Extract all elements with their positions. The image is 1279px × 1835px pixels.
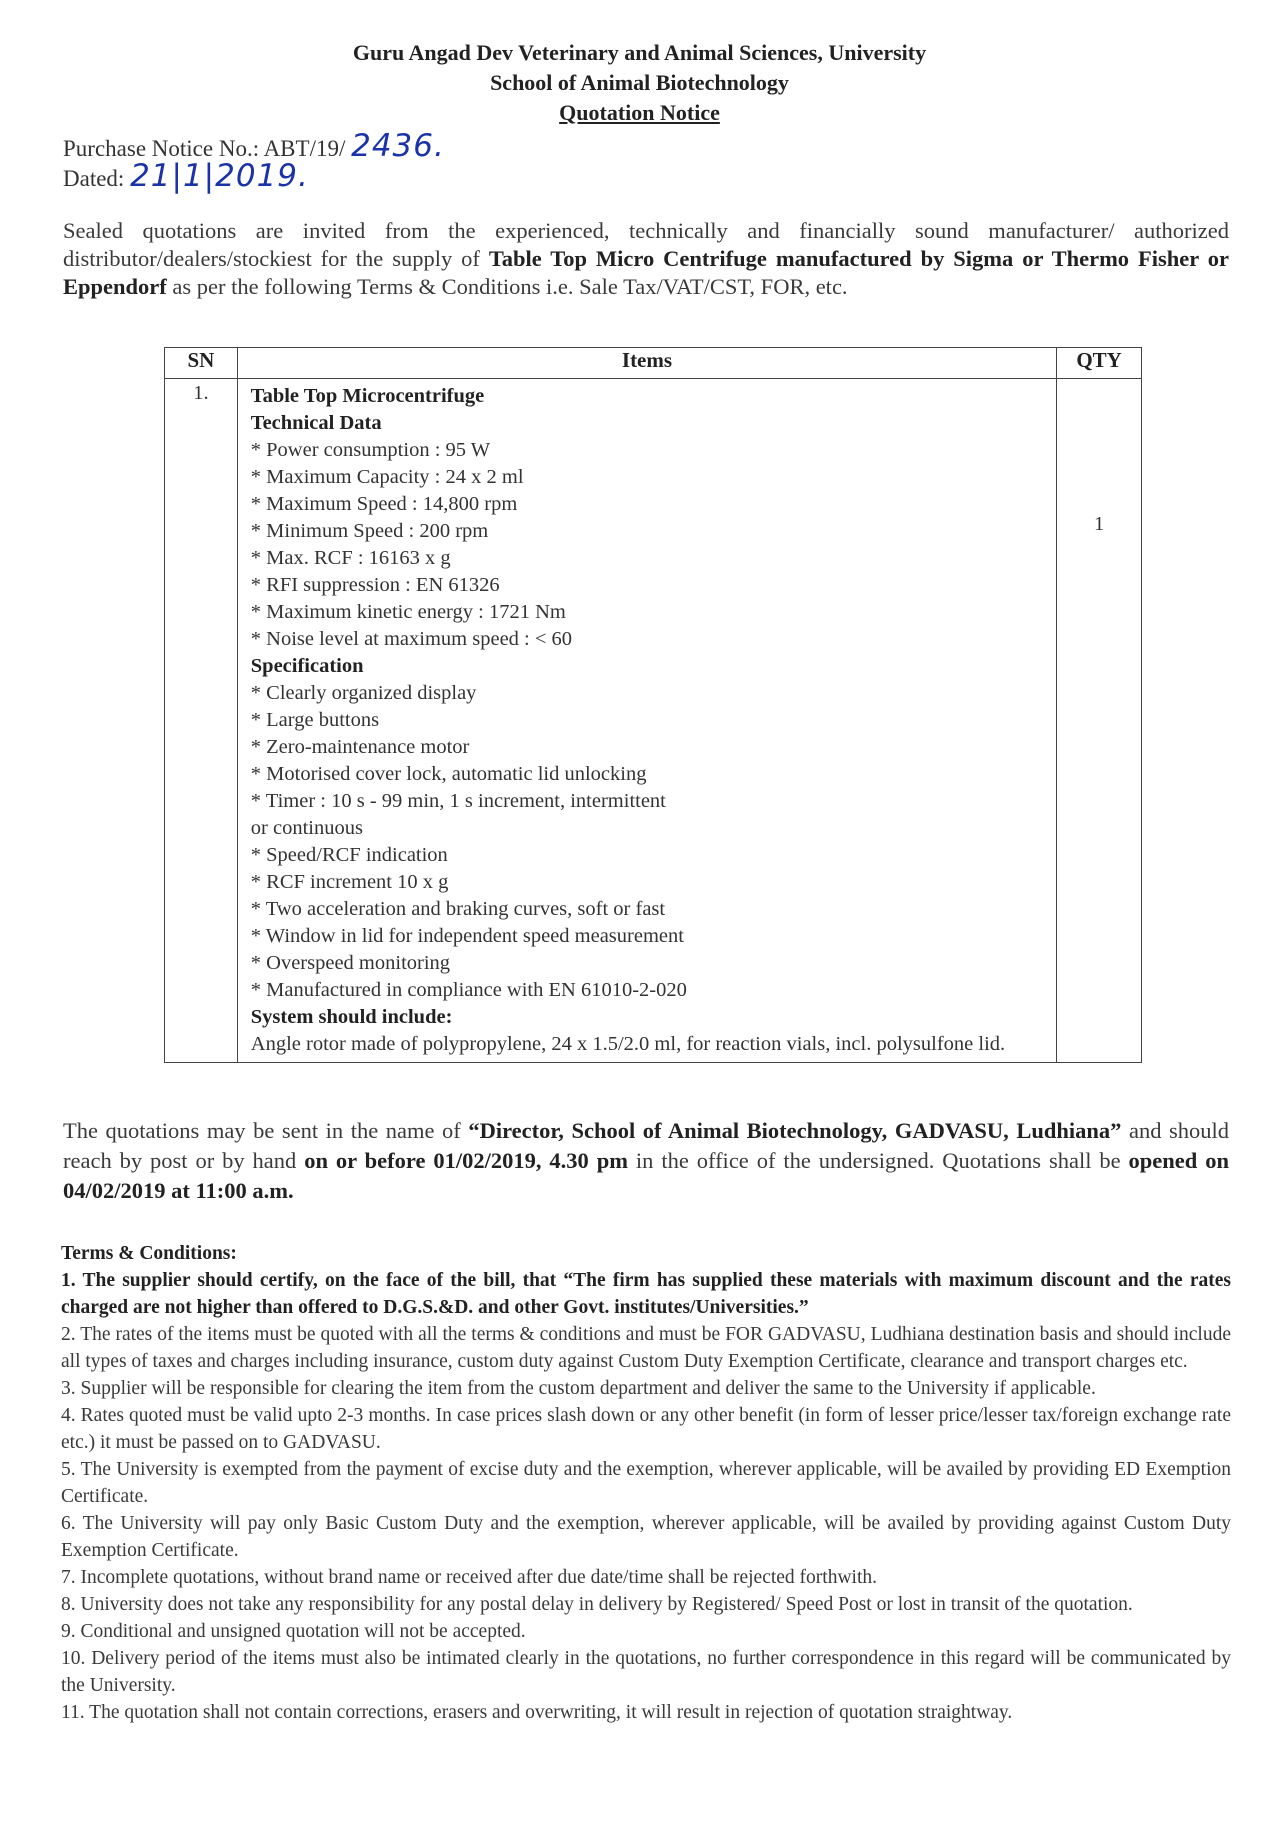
spec-line: * Two acceleration and braking curves, soft or fast bbox=[250, 898, 666, 920]
technical-line: * Power consumption : 95 W bbox=[250, 439, 491, 461]
spec-line: * Zero-maintenance motor bbox=[250, 736, 470, 758]
spec-line: * Clearly organized display bbox=[250, 682, 477, 704]
terms-item: 5. The University is exempted from the payment of excise duty and the exemption, wherever applicable, will be availed by providing ED Exemption Certificate. bbox=[61, 1459, 1231, 1507]
send-text-3: in the office of the undersigned. Quotations shall be bbox=[627, 1148, 1129, 1173]
submission-paragraph bbox=[63, 1116, 1229, 1206]
terms-and-conditions bbox=[61, 1240, 1231, 1726]
technical-line: * Noise level at maximum speed : < 60 bbox=[250, 628, 573, 650]
spec-line: * Speed/RCF indication bbox=[250, 844, 448, 866]
terms-item: 3. Supplier will be responsible for clearing the item from the custom department and deliver the same to the University if applicable. bbox=[61, 1378, 1096, 1399]
notice-no-label: Purchase Notice No.: ABT/19/ bbox=[63, 136, 346, 161]
technical-line: * Maximum kinetic energy : 1721 Nm bbox=[250, 601, 566, 623]
terms-item: 4. Rates quoted must be valid upto 2-3 months. In case prices slash down or any other benefit (in form of lesser price/lesser tax/foreign exchange rate etc.) it must be passed on to GADVASU. bbox=[61, 1405, 1231, 1453]
page-title bbox=[0, 100, 1279, 126]
dated-label: Dated: bbox=[63, 166, 125, 191]
technical-line: * Maximum Capacity : 24 x 2 ml bbox=[250, 466, 524, 488]
specification-heading: Specification bbox=[250, 655, 364, 677]
system-include-text: Angle rotor made of polypropylene, 24 x 1.5/2.0 ml, for reaction vials, incl. polysulfone lid. bbox=[250, 1033, 1006, 1055]
terms-item: 6. The University will pay only Basic Custom Duty and the exemption, wherever applicable, will be availed by providing against Custom Duty Exemption Certificate. bbox=[61, 1513, 1231, 1561]
spec-line: * Large buttons bbox=[250, 709, 380, 731]
terms-item: 2. The rates of the items must be quoted with all the terms & conditions and must be FOR GADVASU, Ludhiana destination basis and should include all types of taxes and charges including insurance, custom duty against Custom Duty Exemption Certificate, clearance and transport charges etc. bbox=[61, 1324, 1231, 1372]
terms-item: 10. Delivery period of the items must also be intimated clearly in the quotations, no further correspondence in this regard will be communicated by the University. bbox=[61, 1648, 1231, 1696]
technical-line: * Max. RCF : 16163 x g bbox=[250, 547, 451, 569]
send-opening: opened on 04/02/2019 at 11:00 a.m. bbox=[63, 1148, 1229, 1203]
send-text-2: and should reach by post or by hand bbox=[63, 1118, 1229, 1173]
terms-item: 7. Incomplete quotations, without brand name or received after due date/time shall be rejected forthwith. bbox=[61, 1567, 878, 1588]
header-sn: SN bbox=[165, 348, 238, 379]
spec-line: * Window in lid for independent speed measurement bbox=[250, 925, 684, 947]
school-name: School of Animal Biotechnology bbox=[490, 70, 789, 95]
university-name: Guru Angad Dev Veterinary and Animal Sciences, University bbox=[352, 40, 927, 65]
header-items: Items bbox=[237, 348, 1056, 379]
technical-data-heading: Technical Data bbox=[250, 412, 382, 434]
spec-line: * RCF increment 10 x g bbox=[250, 871, 449, 893]
system-include-heading: System should include: bbox=[250, 1006, 453, 1028]
page-title-text: Quotation Notice bbox=[559, 100, 720, 125]
items-table bbox=[164, 347, 1142, 1063]
header-qty: QTY bbox=[1057, 348, 1142, 379]
intro-item-bold: Table Top Micro Centrifuge manufactured by Sigma or Thermo Fisher or Eppendorf bbox=[63, 246, 1229, 299]
technical-line: * Maximum Speed : 14,800 rpm bbox=[250, 493, 518, 515]
intro-text-1: Sealed quotations are invited from the experienced, technically and financially sound manufacturer/ authorized distributor/dealers/stockiest for the supply of bbox=[63, 218, 1229, 271]
spec-line: * Motorised cover lock, automatic lid unlocking bbox=[250, 763, 647, 785]
spec-line: * Manufactured in compliance with EN 61010-2-020 bbox=[250, 979, 687, 1001]
technical-line: * RFI suppression : EN 61326 bbox=[250, 574, 500, 596]
technical-line: * Minimum Speed : 200 rpm bbox=[250, 520, 489, 542]
send-deadline: on or before 01/02/2019, 4.30 pm bbox=[304, 1148, 628, 1173]
terms-title: Terms & Conditions: bbox=[61, 1243, 237, 1264]
intro-paragraph bbox=[63, 217, 1229, 301]
terms-item: 11. The quotation shall not contain corrections, erasers and overwriting, it will result in rejection of quotation straightway. bbox=[61, 1702, 1013, 1723]
cell-qty: 1 bbox=[1057, 379, 1142, 1063]
spec-line: * Overspeed monitoring bbox=[250, 952, 451, 974]
spec-line: or continuous bbox=[250, 817, 363, 839]
intro-text-2: as per the following Terms & Conditions i.e. Sale Tax/VAT/CST, FOR, etc. bbox=[166, 274, 848, 299]
handwritten-notice-number: 2436. bbox=[351, 128, 445, 164]
cell-items bbox=[237, 379, 1056, 1063]
table-row bbox=[165, 379, 1142, 1063]
send-addressee: “Director, School of Animal Biotechnology, GADVASU, Ludhiana” bbox=[468, 1118, 1122, 1143]
item-title: Table Top Microcentrifuge bbox=[250, 385, 485, 407]
notice-date bbox=[63, 158, 309, 194]
terms-item: 9. Conditional and unsigned quotation will not be accepted. bbox=[61, 1621, 526, 1642]
terms-item: 1. The supplier should certify, on the face of the bill, that “The firm has supplied these materials with maximum discount and the rates charged are not higher than offered to D.G.S.&D. and other Govt. institutes/Universities.” bbox=[61, 1270, 1231, 1318]
send-text-1: The quotations may be sent in the name of bbox=[63, 1118, 469, 1143]
handwritten-date: 21|1|2019. bbox=[130, 158, 309, 194]
table-header-row bbox=[165, 348, 1142, 379]
cell-sn: 1. bbox=[165, 379, 238, 1063]
terms-item: 8. University does not take any responsibility for any postal delay in delivery by Registered/ Speed Post or lost in transit of the quotation. bbox=[61, 1594, 1133, 1615]
spec-line: * Timer : 10 s - 99 min, 1 s increment, intermittent bbox=[250, 790, 666, 812]
